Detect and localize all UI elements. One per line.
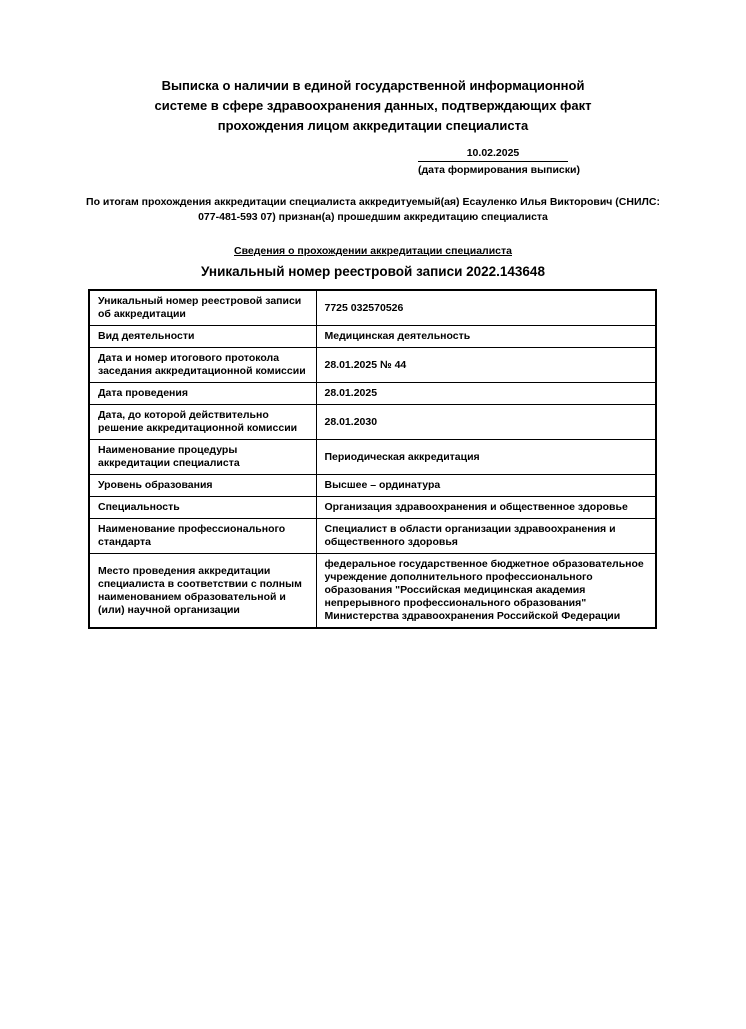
accreditation-table-body bbox=[89, 290, 656, 628]
row-value: 28.01.2025 bbox=[316, 383, 656, 405]
registry-number-heading: Уникальный номер реестровой записи 2022.143648 bbox=[201, 264, 545, 279]
table-row bbox=[89, 554, 656, 629]
formation-date-caption: (дата формирования выписки) bbox=[418, 164, 580, 176]
section-heading: Сведения о прохождении аккредитации специалиста bbox=[234, 245, 512, 257]
table-row bbox=[89, 348, 656, 383]
row-label: Наименование процедуры аккредитации специалиста bbox=[89, 440, 316, 475]
row-value: Высшее – ординатура bbox=[316, 475, 656, 497]
row-value: 7725 032570526 bbox=[316, 290, 656, 326]
intro-paragraph: По итогам прохождения аккредитации специалиста аккредитуемый(ая) Есауленко Илья Викторович (СНИЛС: 077-481-593 07) признан(а) прошедшим аккредитацию специалиста bbox=[86, 196, 660, 223]
row-value: федеральное государственное бюджетное образовательное учреждение дополнительного профессионального образования "Российская медицинская академия непрерывного профессионального образования" Министерства здравоохранения Российской Федерации bbox=[316, 554, 656, 629]
formation-date-value: 10.02.2025 bbox=[418, 146, 568, 162]
table-row bbox=[89, 475, 656, 497]
table-row bbox=[89, 383, 656, 405]
row-label: Дата проведения bbox=[89, 383, 316, 405]
table-row bbox=[89, 405, 656, 440]
row-value: 28.01.2025 № 44 bbox=[316, 348, 656, 383]
table-row bbox=[89, 290, 656, 326]
row-label: Вид деятельности bbox=[89, 326, 316, 348]
formation-date-block bbox=[418, 146, 580, 177]
document-title bbox=[0, 76, 746, 136]
row-label: Дата, до которой действительно решение аккредитационной комиссии bbox=[89, 405, 316, 440]
table-row bbox=[89, 326, 656, 348]
document-title-line: прохождения лицом аккредитации специалиста bbox=[217, 118, 529, 133]
table-row bbox=[89, 440, 656, 475]
row-value: Специалист в области организации здравоохранения и общественного здоровья bbox=[316, 519, 656, 554]
row-label: Уровень образования bbox=[89, 475, 316, 497]
row-value: 28.01.2030 bbox=[316, 405, 656, 440]
row-value: Медицинская деятельность bbox=[316, 326, 656, 348]
row-value: Периодическая аккредитация bbox=[316, 440, 656, 475]
document-title-line: Выписка о наличии в единой государственной информационной bbox=[161, 78, 585, 93]
table-row bbox=[89, 497, 656, 519]
row-value: Организация здравоохранения и общественное здоровье bbox=[316, 497, 656, 519]
row-label: Наименование профессионального стандарта bbox=[89, 519, 316, 554]
row-label: Место проведения аккредитации специалиста в соответствии с полным наименованием образовательной и (или) научной организации bbox=[89, 554, 316, 629]
document-title-line: системе в сфере здравоохранения данных, подтверждающих факт bbox=[154, 98, 592, 113]
row-label: Специальность bbox=[89, 497, 316, 519]
row-label: Уникальный номер реестровой записи об аккредитации bbox=[89, 290, 316, 326]
table-row bbox=[89, 519, 656, 554]
row-label: Дата и номер итогового протокола заседания аккредитационной комиссии bbox=[89, 348, 316, 383]
accreditation-table bbox=[88, 289, 657, 629]
